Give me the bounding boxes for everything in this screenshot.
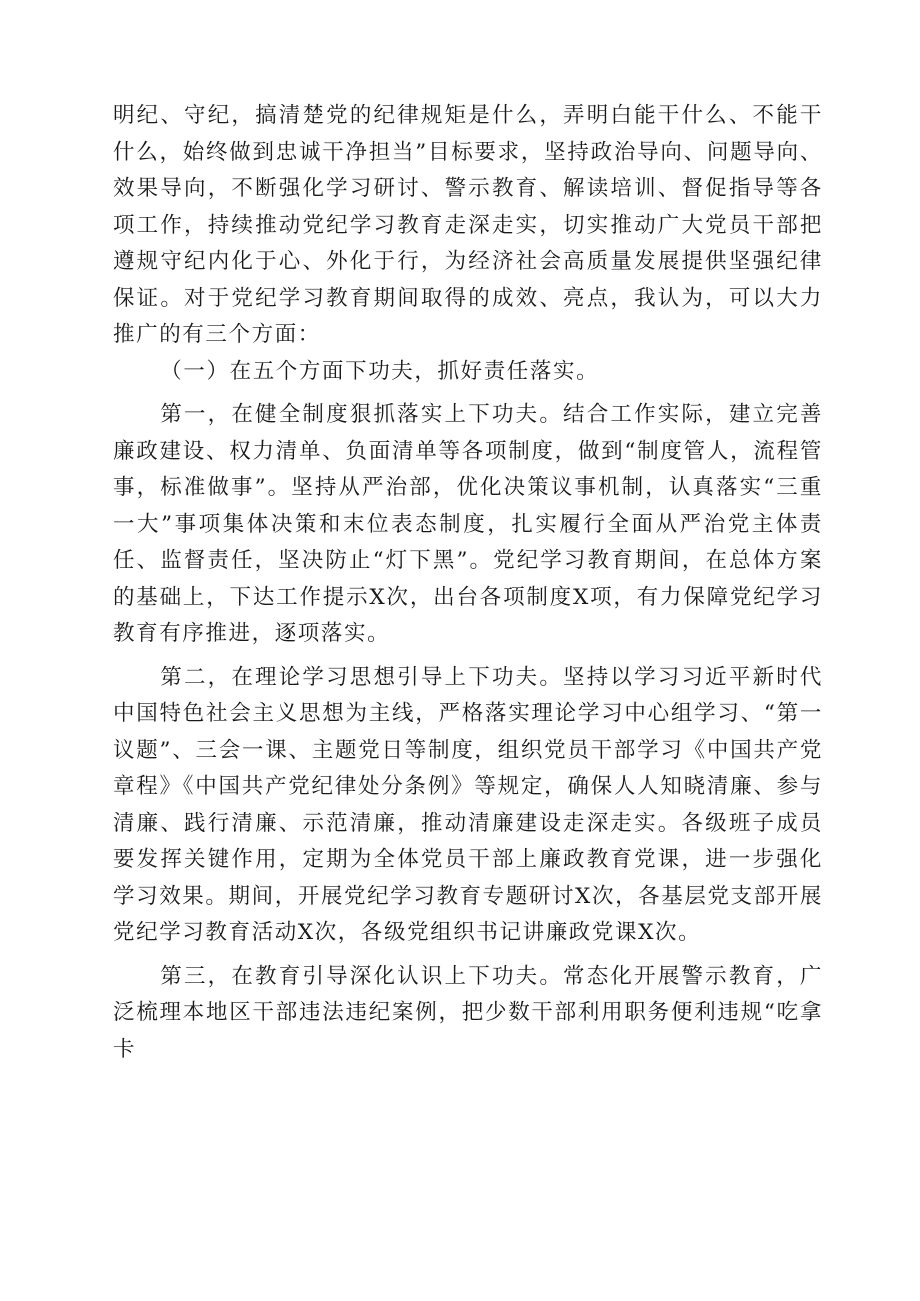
paragraph-second-point: 第二，在理论学习思想引导上下功夫。坚持以学习习近平新时代中国特色社会主义思想为主线，严格落实理论学习中心组学习、“第一议题”、三会一课、主题党日等制度，组织党员干部学习《中国共产党章程》《中国共产党纪律处分条例》等规定，确保人人知晓清廉、参与清廉、践行清廉、示范清廉，推动清廉建设走深走实。各级班子成员要发挥关键作用，定期为全体党员干部上廉政教育党课，进一步强化学习效果。期间，开展党纪学习教育专题研讨X次，各基层党支部开展党纪学习教育活动X次，各级党组织书记讲廉政党课X次。 (113, 664, 823, 945)
document-body (113, 98, 823, 1068)
paragraph-first-point: 第一，在健全制度狠抓落实上下功夫。结合工作实际，建立完善廉政建设、权力清单、负面清单等各项制度，做到“制度管人，流程管事，标准做事”。坚持从严治部，优化决策议事机制，认真落实“三重一大”事项集体决策和末位表态制度，扎实履行全面从严治党主体责任、监督责任，坚决防止“灯下黑”。党纪学习教育期间，在总体方案的基础上，下达工作提示X次，出台各项制度X项，有力保障党纪学习教育有序推进，逐项落实。 (113, 402, 823, 646)
section-heading-1: （一）在五个方面下功夫，抓好责任落实。 (160, 358, 600, 384)
paragraph-continuation: 明纪、守纪，搞清楚党的纪律规矩是什么，弄明白能干什么、不能干什么，始终做到忠诚干净担当”目标要求，坚持政治导向、问题导向、效果导向，不断强化学习研讨、警示教育、解读培训、督促指导等各项工作，持续推动党纪学习教育走深走实，切实推动广大党员干部把遵规守纪内化于心、外化于行，为经济社会高质量发展提供坚强纪律保证。对于党纪学习教育期间取得的成效、亮点，我认为，可以大力推广的有三个方面： (113, 103, 823, 347)
paragraph-third-point: 第三，在教育引导深化认识上下功夫。常态化开展警示教育，广泛梳理本地区干部违法违纪案例，把少数干部利用职务便利违规“吃拿卡 (113, 963, 823, 1062)
